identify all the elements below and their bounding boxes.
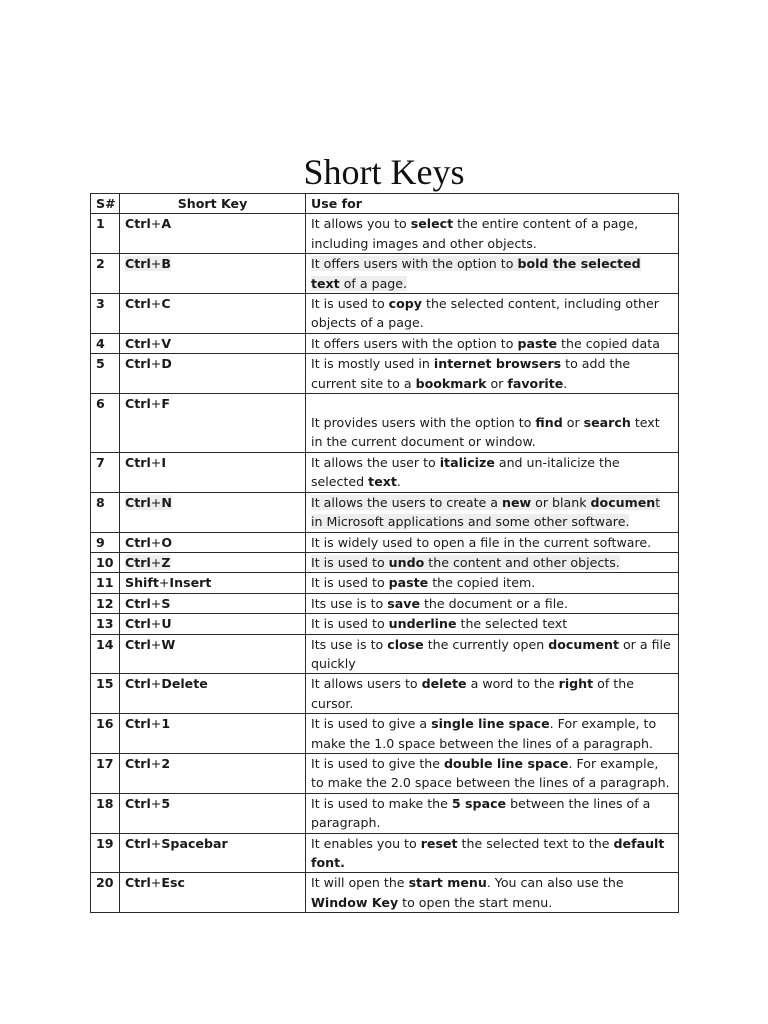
key-name: 5	[161, 795, 171, 811]
key-name: Spacebar	[161, 835, 228, 851]
emphasized-text: undo	[388, 554, 425, 570]
shortcut-key	[120, 254, 306, 294]
key-separator: +	[150, 755, 162, 771]
shortcut-key	[120, 452, 306, 492]
emphasized-text: text	[368, 474, 397, 490]
shortcut-description	[306, 573, 679, 593]
emphasized-text: copy	[388, 296, 422, 312]
row-number: 16	[91, 714, 120, 754]
description-segment: It is used to	[311, 296, 389, 312]
description-segment: Its use is to	[311, 595, 388, 611]
emphasized-text: Window Key	[311, 894, 399, 910]
key-name: Ctrl	[125, 454, 151, 470]
table-row	[91, 532, 679, 552]
table-row	[91, 552, 679, 572]
row-number: 7	[91, 452, 120, 492]
description-text	[311, 637, 671, 671]
table-body	[91, 214, 679, 913]
description-segment: a word to the	[466, 676, 559, 692]
shortcut-key-combo	[125, 716, 170, 731]
shortcut-description	[306, 294, 679, 334]
shortcut-key	[120, 833, 306, 873]
emphasized-text: documen	[590, 494, 656, 510]
description-segment: It is used to give a	[311, 716, 432, 732]
shortcut-description	[306, 833, 679, 873]
key-separator: +	[150, 296, 162, 312]
row-number: 2	[91, 254, 120, 294]
emphasized-text: document	[548, 636, 619, 652]
description-segment: the currently open	[423, 636, 549, 652]
description-segment: .	[396, 474, 401, 490]
shortcut-key-combo	[125, 575, 211, 590]
shortcut-key	[120, 214, 306, 254]
description-segment: between the lines of a paragraph.	[311, 795, 651, 831]
description-segment: the copied item.	[428, 575, 536, 591]
description-segment: t in Microsoft applications and some other software.	[311, 494, 661, 530]
description-segment: It is used to	[311, 554, 389, 570]
key-name: B	[161, 256, 171, 272]
description-text	[311, 216, 638, 250]
shortcut-key	[120, 294, 306, 334]
description-segment: It enables you to	[311, 835, 421, 851]
row-number: 3	[91, 294, 120, 334]
shortcut-key	[120, 714, 306, 754]
key-name: Ctrl	[125, 636, 151, 652]
description-segment: It allows the user to	[311, 454, 440, 470]
table-row	[91, 674, 679, 714]
emphasized-text: bold the selected text	[311, 256, 641, 291]
key-name: I	[161, 454, 167, 470]
emphasized-text: favorite	[507, 375, 564, 391]
shortcut-description	[306, 634, 679, 674]
key-separator: +	[150, 534, 162, 550]
description-segment: It is used to	[311, 575, 389, 591]
table-row	[91, 573, 679, 593]
shortcut-key	[120, 552, 306, 572]
emphasized-text: single line space	[431, 716, 550, 732]
description-segment: or	[486, 375, 508, 391]
table-row	[91, 833, 679, 873]
shortcut-key	[120, 593, 306, 613]
column-header-number: S#	[91, 194, 120, 214]
row-number: 4	[91, 333, 120, 353]
description-segment: . For example, to make the 1.0 space between the lines of a paragraph.	[311, 716, 657, 751]
description-segment: the selected text to the	[457, 835, 614, 851]
shortcut-key-combo	[125, 596, 170, 611]
description-segment: of the cursor.	[311, 676, 634, 711]
key-separator: +	[150, 335, 162, 351]
emphasized-text: right	[558, 676, 594, 692]
shortcut-description	[306, 552, 679, 572]
shortcut-description	[306, 333, 679, 353]
shortcut-key-combo	[125, 455, 166, 470]
key-name: O	[161, 534, 173, 550]
table-row	[91, 593, 679, 613]
key-name: W	[161, 636, 176, 652]
shortcut-key-combo	[125, 836, 228, 851]
description-text	[311, 336, 660, 351]
table-row	[91, 214, 679, 254]
description-segment: text in the current document or window.	[311, 415, 660, 450]
key-name: Ctrl	[125, 875, 151, 891]
shortcut-key	[120, 634, 306, 674]
row-number: 13	[91, 614, 120, 634]
shortcut-description	[306, 492, 679, 532]
description-text	[311, 575, 535, 590]
key-name: A	[161, 216, 172, 232]
table-row	[91, 714, 679, 754]
shortcut-description	[306, 593, 679, 613]
description-segment: the content and other objects.	[424, 554, 620, 570]
description-segment: It provides users with the option to	[311, 415, 536, 431]
shortcut-key-combo	[125, 637, 175, 652]
key-separator: +	[150, 616, 162, 632]
row-number: 6	[91, 394, 120, 453]
key-name: Shift	[125, 575, 159, 591]
description-segment: It is widely used to open a file in the current software.	[311, 534, 652, 550]
shortcut-description	[306, 354, 679, 394]
key-name: Ctrl	[125, 755, 151, 771]
table-row	[91, 452, 679, 492]
shortcut-key	[120, 753, 306, 793]
shortcut-key	[120, 674, 306, 714]
key-name: V	[161, 335, 172, 351]
key-name: C	[161, 296, 171, 312]
shortcut-description	[306, 714, 679, 754]
key-name: Ctrl	[125, 595, 151, 611]
table-header-row	[91, 194, 679, 214]
row-number: 11	[91, 573, 120, 593]
description-segment: It offers users with the option to	[311, 256, 518, 272]
description-segment: It is used to	[311, 616, 389, 632]
column-header-short-key: Short Key	[120, 194, 306, 214]
row-number: 15	[91, 674, 120, 714]
emphasized-text: reset	[420, 835, 458, 851]
description-segment: It allows users to	[311, 676, 422, 692]
shortcut-description	[306, 753, 679, 793]
emphasized-text: italicize	[439, 454, 495, 470]
shortcut-key	[120, 394, 306, 453]
description-text	[311, 836, 664, 870]
emphasized-text: default font.	[311, 835, 665, 870]
description-text	[311, 535, 651, 550]
key-name: Ctrl	[125, 554, 151, 570]
shortcut-key-combo	[125, 756, 170, 771]
key-separator: +	[158, 575, 170, 591]
key-separator: +	[150, 716, 162, 732]
key-separator: +	[150, 216, 162, 232]
key-name: Ctrl	[125, 716, 151, 732]
table-row	[91, 614, 679, 634]
shortcut-key-combo	[125, 616, 172, 631]
key-name: Insert	[169, 575, 212, 591]
key-name: Ctrl	[125, 335, 151, 351]
shortcut-key	[120, 793, 306, 833]
key-name: Ctrl	[125, 534, 151, 550]
emphasized-text: underline	[388, 616, 457, 632]
table-row	[91, 354, 679, 394]
shortcut-description	[306, 674, 679, 714]
shortcut-description	[306, 394, 679, 453]
shortcut-key	[120, 873, 306, 913]
shortcut-key	[120, 614, 306, 634]
shortcut-key-combo	[125, 535, 172, 550]
description-segment: . For example, to make the 2.0 space between the lines of a paragraph.	[311, 755, 670, 791]
description-text	[311, 256, 641, 290]
shortcut-key-combo	[125, 676, 208, 691]
shortcut-key-combo	[125, 555, 171, 570]
shortcut-description	[306, 532, 679, 552]
key-name: Ctrl	[125, 256, 151, 272]
table-row	[91, 793, 679, 833]
description-segment: It will open the	[311, 875, 409, 891]
row-number: 17	[91, 753, 120, 793]
emphasized-text: paste	[517, 335, 558, 351]
table-row	[91, 294, 679, 334]
row-number: 19	[91, 833, 120, 873]
emphasized-text: select	[410, 216, 454, 232]
description-segment: the entire content of a page, including images and other objects.	[311, 216, 639, 251]
description-text	[311, 415, 660, 449]
shortcut-description	[306, 793, 679, 833]
key-name: D	[161, 356, 172, 372]
shortcut-key	[120, 354, 306, 394]
shortcut-key-combo	[125, 495, 172, 510]
key-name: Ctrl	[125, 795, 151, 811]
shortcut-key	[120, 333, 306, 353]
row-number: 8	[91, 492, 120, 532]
description-segment: and un-italicize the selected	[311, 454, 620, 490]
shortcut-key-combo	[125, 336, 171, 351]
row-number: 9	[91, 532, 120, 552]
description-text	[311, 676, 634, 710]
description-segment: .	[563, 375, 568, 391]
key-name: Ctrl	[125, 616, 151, 632]
emphasized-text: bookmark	[415, 375, 487, 391]
key-name: 1	[161, 716, 171, 732]
row-number: 18	[91, 793, 120, 833]
key-separator: +	[150, 835, 162, 851]
key-name: Ctrl	[125, 296, 151, 312]
emphasized-text: find	[535, 415, 563, 431]
shortcut-key-combo	[125, 875, 185, 890]
description-segment: It is used to give the	[311, 755, 445, 771]
page-title: Short Keys	[303, 152, 465, 192]
description-segment: . You can also use the	[486, 875, 624, 891]
key-separator: +	[150, 256, 162, 272]
key-name: Ctrl	[125, 396, 151, 412]
row-number: 10	[91, 552, 120, 572]
description-segment: the document or a file.	[419, 595, 568, 611]
key-name: Ctrl	[125, 356, 151, 372]
key-name: U	[161, 616, 172, 632]
shortcut-key-combo	[125, 796, 170, 811]
shortcut-key	[120, 532, 306, 552]
description-segment: the selected content, including other objects of a page.	[311, 296, 659, 331]
row-number: 5	[91, 354, 120, 394]
description-text	[311, 495, 660, 529]
key-name: N	[161, 494, 172, 510]
emphasized-text: search	[583, 415, 631, 431]
key-name: Ctrl	[125, 676, 151, 692]
shortcut-description	[306, 614, 679, 634]
key-name: Ctrl	[125, 216, 151, 232]
shortcut-description	[306, 452, 679, 492]
shortcut-key	[120, 492, 306, 532]
description-text	[311, 796, 650, 830]
description-segment: or	[562, 415, 584, 431]
shortcut-description	[306, 214, 679, 254]
key-separator: +	[150, 356, 162, 372]
row-number: 1	[91, 214, 120, 254]
description-segment: the selected text	[456, 616, 568, 632]
emphasized-text: new	[502, 494, 532, 510]
key-name: F	[161, 396, 170, 412]
description-segment: of a page.	[339, 275, 408, 291]
description-segment: It is used to make the	[311, 795, 452, 811]
table-row	[91, 634, 679, 674]
emphasized-text: double line space	[444, 755, 569, 771]
key-separator: +	[150, 595, 162, 611]
description-segment: It offers users with the option to	[311, 335, 518, 351]
description-text	[311, 756, 670, 790]
key-name: 2	[161, 755, 171, 771]
key-separator: +	[150, 454, 162, 470]
shortcut-key-combo	[125, 256, 171, 271]
table-row	[91, 753, 679, 793]
table-row	[91, 492, 679, 532]
shortcut-description	[306, 254, 679, 294]
description-segment: It allows you to	[311, 216, 411, 232]
shortcut-description	[306, 873, 679, 913]
description-text	[311, 596, 568, 611]
key-name: Esc	[161, 875, 185, 891]
description-text	[311, 296, 659, 330]
description-text	[311, 455, 620, 489]
table-row	[91, 254, 679, 294]
description-text	[311, 356, 630, 390]
key-separator: +	[150, 494, 162, 510]
description-text	[311, 716, 656, 750]
shortcut-key-combo	[125, 296, 171, 311]
shortcut-key-combo	[125, 396, 170, 411]
description-text	[311, 875, 624, 909]
description-segment: Its use is to	[311, 636, 388, 652]
description-segment: or blank	[531, 494, 591, 510]
emphasized-text: internet browsers	[433, 356, 562, 372]
key-name: Delete	[161, 676, 208, 692]
description-text	[311, 555, 620, 570]
shortcut-key	[120, 573, 306, 593]
shortcut-key-combo	[125, 216, 171, 231]
key-separator: +	[150, 875, 162, 891]
description-segment: to open the start menu.	[398, 894, 553, 910]
description-segment: It allows the users to create a	[311, 494, 502, 510]
emphasized-text: delete	[421, 676, 467, 692]
key-separator: +	[150, 396, 162, 412]
description-segment: the copied data	[557, 335, 660, 351]
description-segment: to add the current site to a	[311, 356, 631, 391]
row-number: 12	[91, 593, 120, 613]
description-segment: or a file quickly	[311, 636, 671, 671]
emphasized-text: 5 space	[451, 795, 507, 811]
emphasized-text: close	[387, 636, 424, 652]
shortcut-table	[90, 193, 679, 913]
key-name: Z	[161, 554, 171, 570]
emphasized-text: save	[387, 595, 420, 611]
emphasized-text: start menu	[408, 875, 487, 891]
column-header-use-for: Use for	[306, 194, 679, 214]
key-separator: +	[150, 636, 162, 652]
table-row	[91, 394, 679, 453]
emphasized-text: paste	[388, 575, 429, 591]
description-text	[311, 616, 567, 631]
key-name: Ctrl	[125, 835, 151, 851]
key-separator: +	[150, 676, 162, 692]
description-segment: It is mostly used in	[311, 356, 434, 372]
table-row	[91, 333, 679, 353]
key-separator: +	[150, 554, 162, 570]
key-name: S	[161, 595, 171, 611]
row-number: 20	[91, 873, 120, 913]
shortcut-key-combo	[125, 356, 172, 371]
table-row	[91, 873, 679, 913]
key-name: Ctrl	[125, 494, 151, 510]
key-separator: +	[150, 795, 162, 811]
row-number: 14	[91, 634, 120, 674]
